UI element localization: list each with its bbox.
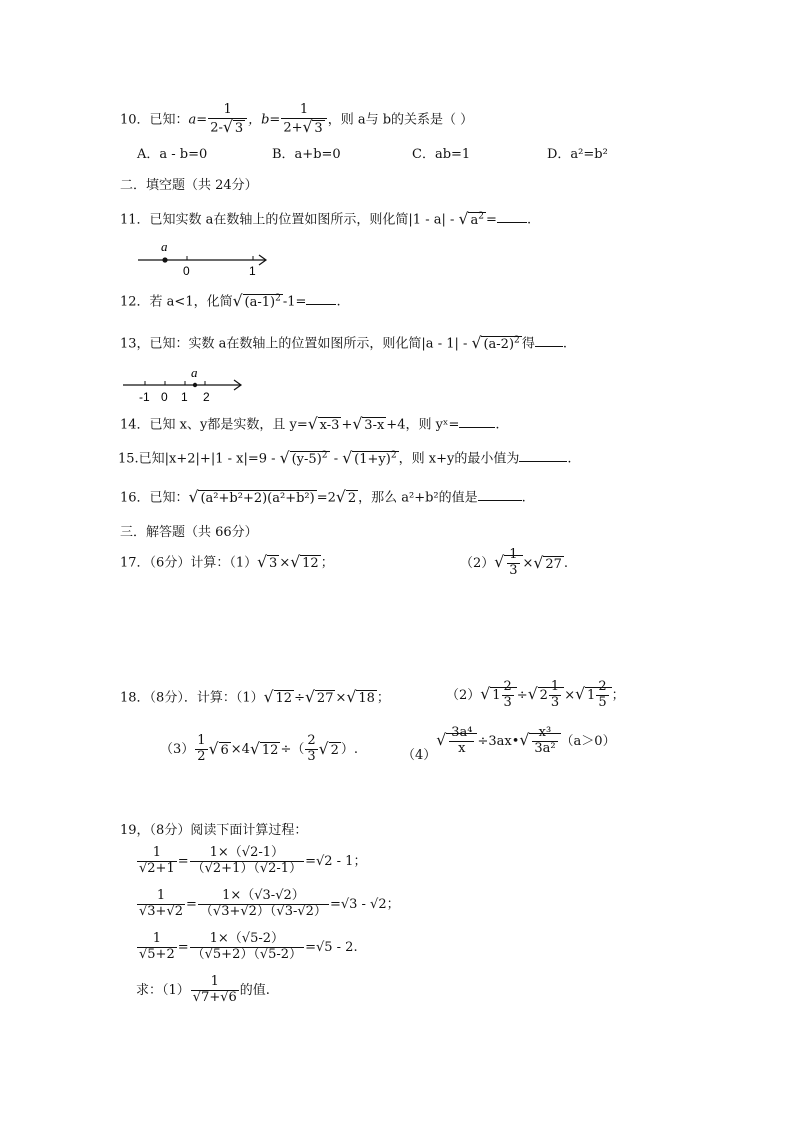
q11-line: 11．已知实数 a在数轴上的位置如图所示，则化简|1 - a| - √ $a^2$ = . [120,210,532,228]
q18-part1: 18．（8分）．计算：（1）√ 12 ÷√ 27 ×√ 18 ； [120,688,390,706]
q10-a-frac: $\frac{1}{2-√ 3}$ [208,103,247,137]
q12-line: 12．若 a<1，化简√ $(a-1)^2$ -1= . [120,292,341,310]
q13-tick-1: 1 [181,390,188,404]
q19-title: 19，（8分）阅读下面计算过程： [120,823,308,838]
q18-part2: （2）√ 1 $\frac{2}{3}$ ÷√ 2 $\frac{1}{3}$ ×√ 1 $\frac{2}{5}$ ； [446,679,625,710]
q19-line2: $\frac{1}{√3+√2}$ = $\frac{1\times(√3-√2)}{(√3+√2)(√3-√2)}$ =√3 - √2； [139,888,400,919]
q11-point-a [162,257,167,262]
section-heading-fill: 二．填空题（共 24分） [120,178,258,193]
section-heading-solve: 三．解答题（共 66分） [120,525,258,540]
q15-line: 15.已知|x+2|+|1 - x|=9 - √ $(y-5)^2$ - √ $(1+y)^2$ ，则 x+y的最小值为 . [118,449,572,467]
q10-b-frac: $\frac{1}{2+√ 3}$ [281,103,326,137]
q10-option-a: A．a - b=0 [137,147,208,162]
q18-part4: （4）√ $\frac{\text{3a⁴}}{x}$ ÷3ax•√ $\frac{\text{x³}}{\text{3a²}}$ （a＞0） [402,725,616,763]
q10-stem: 10．已知：a= $\frac{1}{2-√ 3}$ ，b= $\frac{1}{2+√ 3}$ ，则 a与 b的关系是（ ） [120,102,474,136]
q10-option-c: C．ab=1 [412,147,471,162]
q16-line: 16．已知：√ (a²+b²+2)(a²+b²) =2√ 2 ，那么 a²+b²的值是 . [120,488,526,506]
q11-label-a: a [161,240,168,254]
q19-line3: $\frac{1}{√5+2}$ = $\frac{1\times(√5-2)}{(√5+2)(√5-2)}$ =√5 - 2. [139,931,358,962]
q18-part3: （3） $\frac{1}{2}$ √ 6 ×4√ 12 ÷（ $\frac{2}{3}$ √ 2 ）. [160,733,358,764]
q19-line1: $\frac{1}{√2+1}$ = $\frac{1\times(√2-1)}{(√2+1)(√2-1)}$ =√2 - 1； [139,845,367,876]
q10-option-b: B．a+b=0 [272,147,341,162]
q14-line: 14．已知 x、y都是实数，且 y=√ x-3 +√ 3-x +4，则 yˣ= . [120,415,500,433]
q13-number-line [120,366,250,406]
q17-part1: 17．（6分）计算：（1）√ 3 ×√ 12 ； [120,553,334,571]
q15-blank [519,460,567,462]
q10-option-d: D．a²=b² [547,147,608,162]
q13-label-a: a [191,366,198,380]
q13-tick-2: 2 [203,390,210,404]
q13-tick-0: 0 [161,390,168,404]
q13-blank [535,345,563,347]
q16-blank [478,499,522,501]
q14-blank [459,426,495,428]
q11-blank [497,221,527,223]
q12-blank [306,303,336,305]
q19-ask: 求：（1） $\frac{1}{√7+√6}$ 的值. [136,974,270,1005]
q11-tick-1: 1 [249,264,256,278]
q13-tick-neg1: -1 [139,390,150,404]
q11-tick-0: 0 [183,264,190,278]
q13-line: 13，已知：实数 a在数轴上的位置如图所示，则化简|a - 1| - √ $(a-2)^2$ 得 . [120,334,567,352]
q17-part2: （2）√ $\frac{1}{3}$ ×√ 27 . [460,547,569,578]
q11-number-line [135,240,275,280]
q13-point-a [193,383,197,387]
